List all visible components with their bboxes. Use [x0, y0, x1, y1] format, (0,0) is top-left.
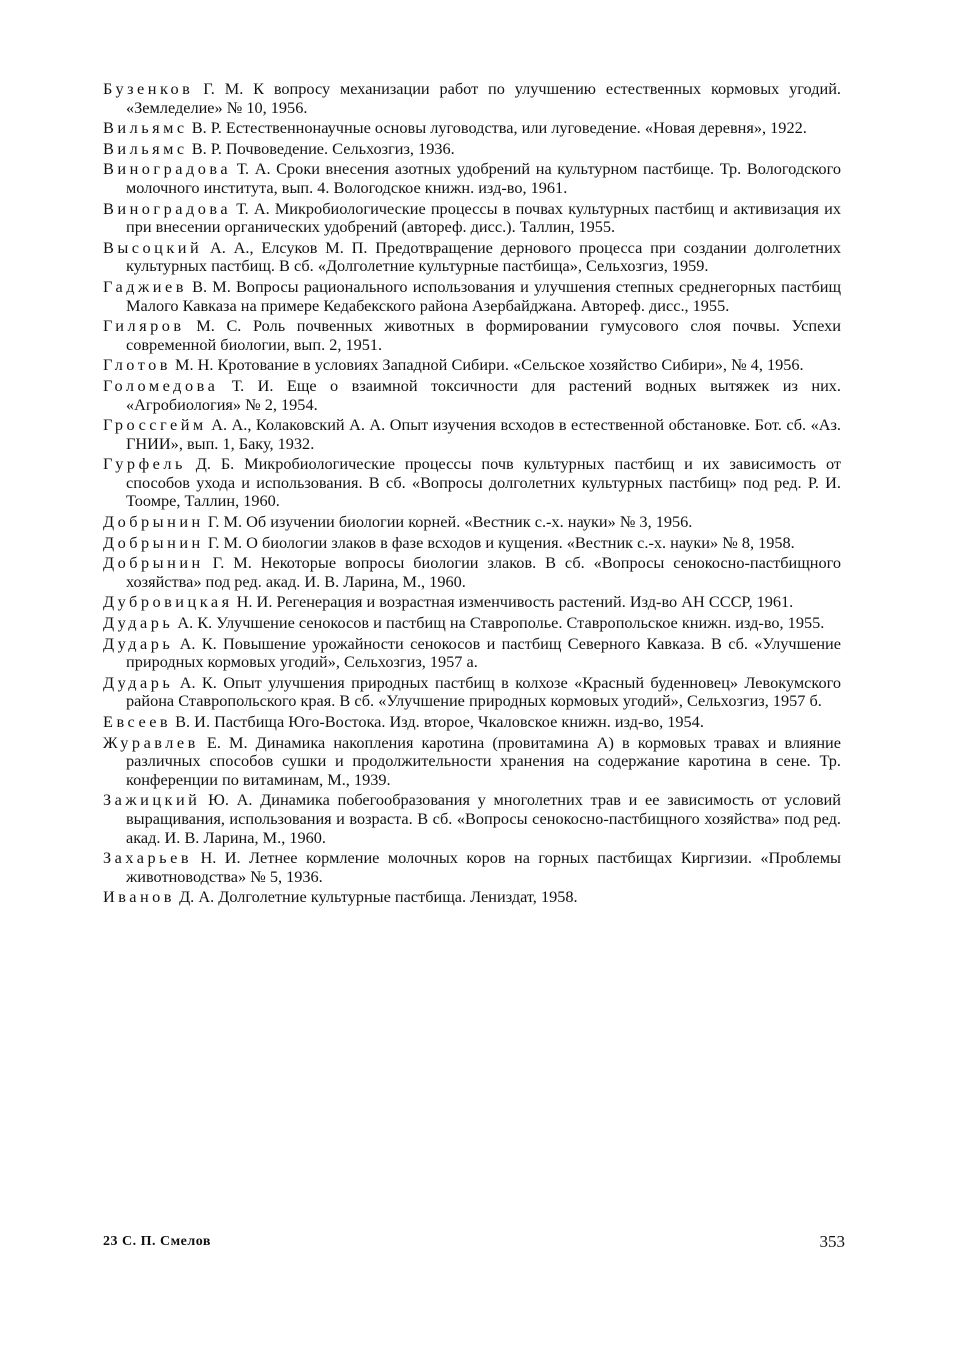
- entry-author: Добрынин: [103, 532, 204, 552]
- entry-author: Голомедова: [103, 375, 219, 395]
- entry-text: А. К. Повышение урожайности сенокосов и пастбищ Северного Кавказа. В сб. «Улучшение природных кормовых угодий», Сельхозгиз, 1957 а.: [126, 633, 841, 672]
- entry-author: Гурфель: [103, 454, 186, 474]
- entry-author: Виноградова: [103, 198, 232, 218]
- bibliography-entry: [103, 734, 841, 790]
- entry-author: Добрынин: [103, 553, 204, 573]
- bibliography-entry: [103, 593, 841, 612]
- entry-author: Журавлев: [103, 732, 199, 752]
- entry-text: В. Р. Естественнонаучные основы луговодства, или луговедение. «Новая деревня», 1922.: [187, 118, 807, 138]
- entry-author: Гиляров: [103, 316, 185, 336]
- entry-text: Д. Б. Микробиологические процессы почв культурных пастбищ и их зависимость от способов ухода и использования. В сб. «Вопросы долголетних культурных пастбищ» под ред. Р. И. Тоомре, Таллин, 1960.: [126, 454, 841, 511]
- bibliography-entry: [103, 377, 841, 414]
- entry-text: Т. И. Еще о взаимной токсичности для растений водных вытяжек из них. «Агробиология» № 2, 1954.: [126, 375, 841, 414]
- bibliography-list: [103, 80, 841, 909]
- bibliography-entry: [103, 888, 841, 907]
- bibliography-entry: [103, 635, 841, 672]
- entry-text: В. И. Пастбища Юго-Востока. Изд. второе, Чкаловское книжн. изд-во, 1954.: [171, 712, 704, 731]
- bibliography-entry: [103, 554, 841, 591]
- entry-author: Виноградова: [103, 159, 232, 179]
- entry-text: М. С. Роль почвенных животных в формировании гумусового слоя почвы. Успехи современной биологии, вып. 2, 1951.: [126, 316, 841, 354]
- bibliography-entry: [103, 849, 841, 886]
- entry-text: А. А., Елсуков М. П. Предотвращение дернового процесса при создании долголетних культурных пастбищ. В сб. «Долголетние культурные пастбища», Сельхозгиз, 1959.: [126, 237, 841, 276]
- bibliography-entry: [103, 614, 841, 633]
- entry-author: Дударь: [103, 633, 174, 653]
- bibliography-entry: [103, 674, 841, 711]
- entry-author: Евсеев: [103, 712, 172, 731]
- entry-text: Г. М. О биологии злаков в фазе всходов и кущения. «Вестник с.-х. науки» № 8, 1958.: [203, 532, 795, 552]
- entry-text: М. Н. Кротование в условиях Западной Сибири. «Сельское хозяйство Сибири», № 4, 1956.: [170, 355, 804, 375]
- bibliography-entry: [103, 160, 841, 197]
- entry-author: Гаджиев: [103, 276, 187, 296]
- page-footer: [103, 1232, 845, 1256]
- bibliography-entry: [103, 416, 841, 453]
- entry-text: Н. И. Летнее кормление молочных коров на горных пастбищах Киргизии. «Проблемы животноводства» № 5, 1936.: [126, 848, 841, 886]
- entry-author: Зажицкий: [103, 790, 201, 810]
- entry-author: Бузенков: [103, 79, 194, 98]
- entry-text: А. К. Опыт улучшения природных пастбищ в колхозе «Красный буденновец» Левокумского района Ставропольского края. В сб. «Улучшение природных кормовых угодий», Сельхозгиз, 1957 б.: [126, 672, 841, 711]
- bibliography-entry: [103, 119, 841, 138]
- entry-text: Т. А. Сроки внесения азотных удобрений на культурном пастбище. Тр. Вологодского молочного института, вып. 4. Вологодское книжн. изд-во, 1961.: [126, 159, 841, 197]
- entry-text: Ю. А. Динамика побегообразования у многолетних трав и ее зависимость от условий выращивания, использования и возраста. В сб. «Вопросы сенокосно-пастбищного хозяйства» под ред. акад. И. В. Ларина, М., 1960.: [126, 790, 841, 847]
- entry-author: Вильямс: [103, 138, 188, 158]
- bibliography-entry: [103, 278, 841, 315]
- entry-author: Захарьев: [103, 848, 193, 868]
- entry-text: В. Р. Почвоведение. Сельхозгиз, 1936.: [187, 138, 455, 158]
- bibliography-entry: [103, 534, 841, 553]
- bibliography-entry: [103, 140, 841, 159]
- bibliography-entry: [103, 317, 841, 354]
- entry-author: Дубровицкая: [103, 592, 233, 612]
- entry-text: А. К. Улучшение сенокосов и пастбищ на Ставрополье. Ставропольское книжн. изд-во, 1955.: [173, 613, 825, 633]
- entry-author: Гроссгейм: [103, 415, 207, 435]
- entry-author: Добрынин: [103, 512, 204, 532]
- bibliography-entry: [103, 513, 841, 532]
- entry-text: Е. М. Динамика накопления каротина (провитамина А) в кормовых травах и влияние различных способов сушки и продолжительности хранения на содержание каротина в сене. Тр. конференции по витаминам, М., 1939.: [126, 732, 841, 789]
- entry-text: Г. М. К вопросу механизации работ по улучшению естественных кормовых угодий. «Земледелие» № 10, 1956.: [126, 79, 841, 117]
- entry-text: Т. А. Микробиологические процессы в почвах культурных пастбищ и активизация их при внесении органических удобрений (автореф. дисс.). Таллин, 1955.: [126, 198, 841, 237]
- entry-text: Г. М. Некоторые вопросы биологии злаков. В сб. «Вопросы сенокосно-пастбищного хозяйства» под ред. акад. И. В. Ларина, М., 1960.: [126, 553, 841, 591]
- printer-signature: 23 С. П. Смелов: [103, 1234, 211, 1249]
- entry-author: Иванов: [103, 887, 175, 907]
- entry-text: Г. М. Об изучении биологии корней. «Вестник с.-х. науки» № 3, 1956.: [203, 512, 693, 532]
- entry-author: Глотов: [103, 355, 171, 375]
- entry-author: Дударь: [103, 672, 174, 692]
- entry-text: В. М. Вопросы рационального использования и улучшения степных среднегорных пастбищ Малого Кавказа на примере Кедабекского района Азербайджана. Автореф. дисс., 1955.: [126, 276, 841, 315]
- page-number: 353: [819, 1232, 845, 1251]
- entry-author: Вильямс: [103, 118, 188, 138]
- bibliography-entry: [103, 791, 841, 847]
- bibliography-entry: [103, 239, 841, 276]
- entry-text: Н. И. Регенерация и возрастная изменчивость растений. Изд-во АН СССР, 1961.: [232, 592, 794, 612]
- entry-author: Дударь: [103, 613, 174, 633]
- entry-text: Д. А. Долголетние культурные пастбища. Лениздат, 1958.: [175, 887, 578, 907]
- bibliography-entry: [103, 455, 841, 511]
- bibliography-entry: [103, 200, 841, 237]
- bibliography-entry: [103, 80, 841, 117]
- bibliography-entry: [103, 356, 841, 375]
- entry-author: Высоцкий: [103, 237, 203, 257]
- entry-text: А. А., Колаковский А. А. Опыт изучения всходов в естественной обстановке. Бот. сб. «Аз. ГНИИ», вып. 1, Баку, 1932.: [126, 415, 841, 453]
- bibliography-entry: [103, 713, 841, 732]
